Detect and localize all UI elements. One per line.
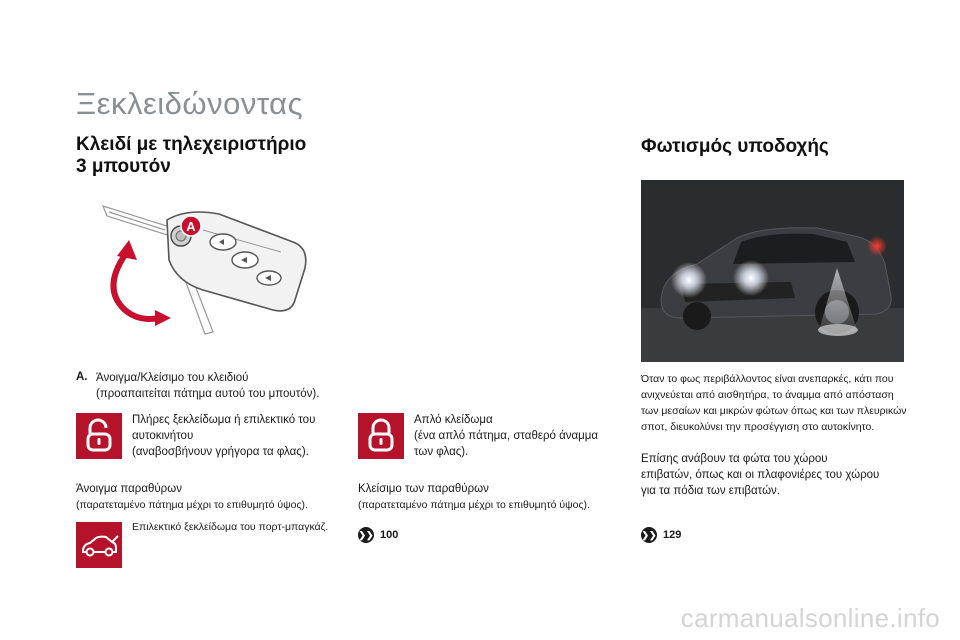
page-ref-number: 100 [380,529,399,541]
full-unlock-line-2: αυτοκινήτου [132,430,194,442]
page-ref-number: 129 [663,529,682,541]
page-reference-100[interactable] [358,527,398,543]
window-open-description [76,481,308,513]
window-open-line-1: Άνοιγμα παραθύρων [76,483,182,495]
full-unlock-line-3: (αναβοσβήνουν γρήγορα τα φλας). [132,446,309,458]
remote-key-illustration [95,190,325,345]
trunk-button-icon-box [76,522,122,568]
floor-lights-line-1: Επίσης ανάβουν τα φώτα του χώρου [641,453,828,465]
full-unlock-description [132,412,315,460]
key-badge-label: A [186,219,196,234]
floor-lights-line-3: για τα πόδια των επιβατών. [641,485,780,497]
full-unlock-line-1: Πλήρες ξεκλείδωμα ή επιλεκτικό του [132,414,316,426]
car-trunk-icon [76,522,122,568]
unlock-button-icon-box [76,413,122,459]
lock-button-icon-box [358,413,404,459]
floor-lights-description [641,451,879,499]
page-ref-icon: ❯❯ [641,527,657,543]
button-a-badge [181,216,201,236]
welcome-lighting-description [641,371,907,435]
item-a-line-2: (προαπαιτείται πάτημα αυτού του μπουτόν). [96,388,320,400]
watermark: carmanualsonline.info [680,603,940,633]
rotation-arrow-icon [113,240,171,326]
welcome-desc-line-3: των μεσαίων και μικρών φώτων όπως και των πλευρικών [641,405,907,417]
floor-lights-line-2: επιβατών, όπως και οι πλαφονιέρες του χώρου [641,469,880,481]
trunk-unlock-description: Επιλεκτικό ξεκλείδωμα του πορτ-μπαγκάζ. [132,521,329,533]
window-close-line-2: (παρατεταμένο πάτημα μέχρι το επιθυμητό ύψος). [358,499,590,511]
window-close-line-1: Κλείσιμο των παραθύρων [358,483,489,495]
simple-lock-line-2: (ένα απλό πάτημα, σταθερό άναμμα [414,430,599,442]
welcome-desc-line-4: σποτ, διευκολύνει την προσέγγιση στο αυτοκίνητο. [641,421,875,433]
heading-line-1: Κλειδί με τηλεχειριστήριο [76,134,307,155]
section-heading-remote-key [76,134,306,178]
window-open-line-2: (παρατεταμένο πάτημα μέχρι το επιθυμητό ύψος). [76,499,308,511]
section-heading-welcome-lighting: Φωτισμός υποδοχής [641,136,829,157]
item-a-description [96,370,319,402]
page-title: Ξεκλειδώνοντας [76,86,304,121]
welcome-desc-line-2: ανιχνεύεται από αισθητήρα, το άναμμα από απόσταση [641,389,894,401]
page-ref-icon: ❯❯ [358,527,374,543]
heading-line-2: 3 μπουτόν [76,156,171,177]
item-a-label: A. [76,371,88,383]
page-reference-129[interactable] [641,527,681,543]
simple-lock-line-1: Απλό κλείδωμα [414,414,493,426]
unlock-padlock-icon [76,413,122,459]
window-close-description [358,481,590,513]
simple-lock-line-3: των φλας). [414,446,469,458]
welcome-desc-line-1: Όταν το φως περιβάλλοντος είναι ανεπαρκές, κάτι που [641,373,894,385]
item-a-line-1: Άνοιγμα/Κλείσιμο του κλειδιού [96,372,249,384]
lock-padlock-icon [358,413,404,459]
welcome-lighting-car-image [641,180,904,362]
simple-lock-description [414,412,598,460]
